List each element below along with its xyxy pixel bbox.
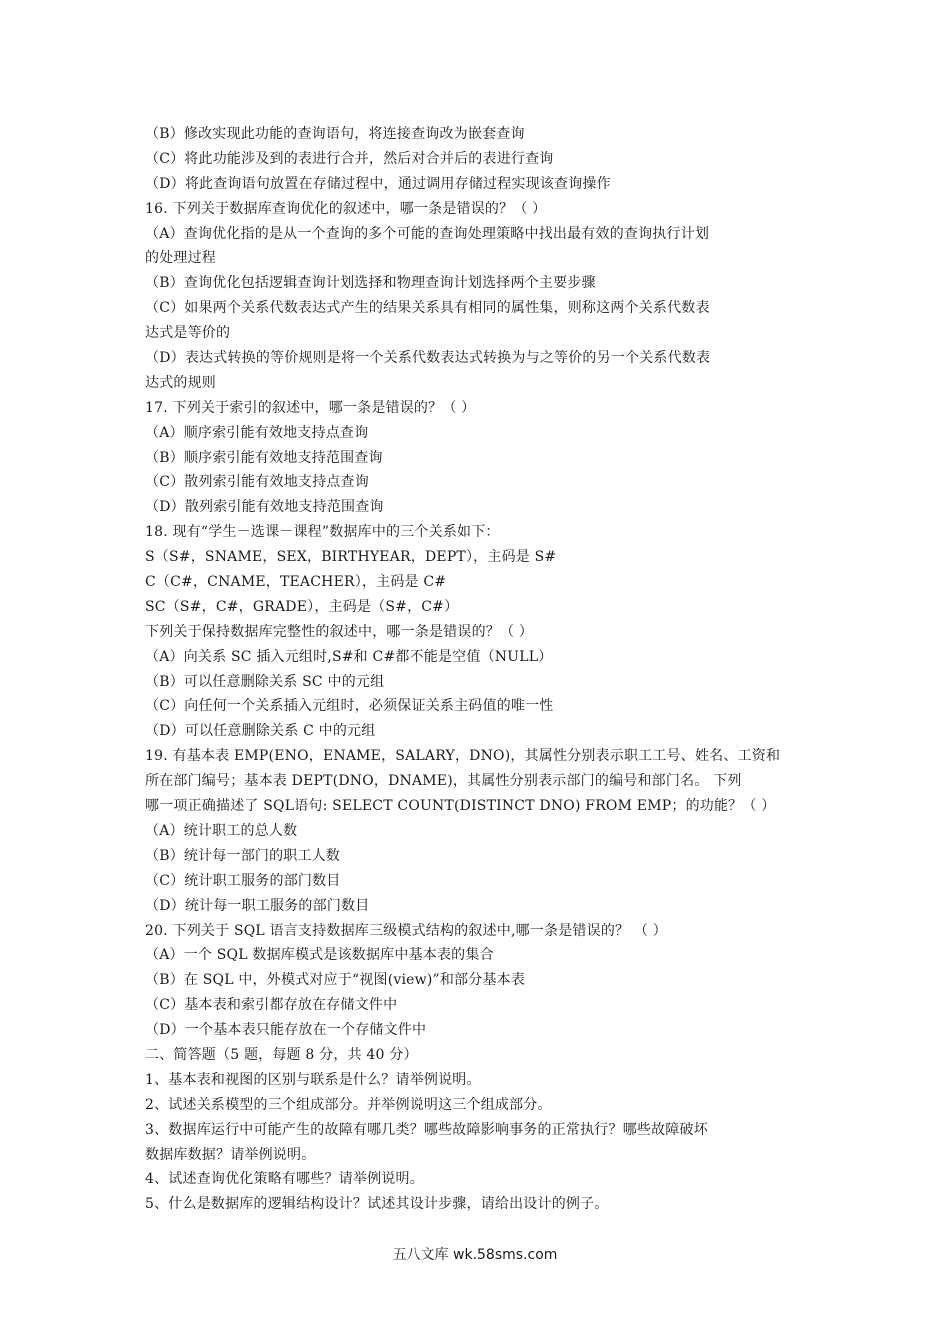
text-line: （A）顺序索引能有效地支持点查询 bbox=[145, 424, 369, 441]
text-line: 4、试述查询优化策略有哪些？请举例说明。 bbox=[145, 1171, 424, 1188]
section-heading: 二、简答题（5 题，每题 8 分，共 40 分） bbox=[145, 1046, 418, 1063]
text-line: （D）将此查询语句放置在存储过程中，通过调用存储过程实现该查询操作 bbox=[145, 175, 611, 192]
text-line: （D）统计每一职工服务的部门数目 bbox=[145, 897, 370, 914]
text-line: （C）将此功能涉及到的表进行合并，然后对合并后的表进行查询 bbox=[145, 150, 554, 167]
document-body bbox=[145, 122, 815, 1217]
text-line: （B）可以任意删除关系 SC 中的元组 bbox=[145, 673, 385, 690]
question-18: 18. 现有“学生－选课－课程”数据库中的三个关系如下： bbox=[145, 524, 500, 541]
text-line: （C）向任何一个关系插入元组时，必须保证关系主码值的唯一性 bbox=[145, 698, 554, 715]
text-line: （B）统计每一部门的职工人数 bbox=[145, 847, 341, 864]
text-line: 3、数据库运行中可能产生的故障有哪几类？哪些故障影响事务的正常执行？哪些故障破坏 bbox=[145, 1121, 708, 1138]
text-line: （D）可以任意删除关系 C 中的元组 bbox=[145, 723, 376, 740]
question-17: 17. 下列关于索引的叙述中，哪一条是错误的？（ ） bbox=[145, 399, 476, 416]
text-line: 的处理过程 bbox=[145, 250, 216, 267]
text-line: （B）查询优化包括逻辑查询计划选择和物理查询计划选择两个主要步骤 bbox=[145, 275, 596, 292]
text-line: 达式的规则 bbox=[145, 374, 216, 391]
text-line: 所在部门编号；基本表 DEPT(DNO，DNAME)，其属性分别表示部门的编号和部门名。 下列 bbox=[145, 773, 742, 790]
text-line: （A）统计职工的总人数 bbox=[145, 822, 298, 839]
text-line: C（C#，CNAME，TEACHER），主码是 C# bbox=[145, 574, 447, 591]
text-line: 数据库数据？请举例说明。 bbox=[145, 1146, 316, 1163]
text-line: （C）散列索引能有效地支持点查询 bbox=[145, 474, 369, 491]
page-footer: 五八文库 wk.58sms.com bbox=[392, 1247, 558, 1263]
question-16: 16. 下列关于数据库查询优化的叙述中，哪一条是错误的？（ ） bbox=[145, 200, 547, 217]
text-line: 下列关于保持数据库完整性的叙述中，哪一条是错误的？（ ） bbox=[145, 623, 534, 640]
text-line: （B）顺序索引能有效地支持范围查询 bbox=[145, 449, 383, 466]
text-line: 2、试述关系模型的三个组成部分。并举例说明这三个组成部分。 bbox=[145, 1096, 552, 1113]
text-line: SC（S#，C#，GRADE），主码是（S#，C#） bbox=[145, 598, 459, 615]
text-line: （D）一个基本表只能存放在一个存储文件中 bbox=[145, 1022, 427, 1039]
text-line: （C）基本表和索引都存放在存储文件中 bbox=[145, 997, 398, 1014]
text-line: （C）如果两个关系代数表达式产生的结果关系具有相同的属性集，则称这两个关系代数表 bbox=[145, 300, 710, 317]
text-line: （A）查询优化指的是从一个查询的多个可能的查询处理策略中找出最有效的查询执行计划 bbox=[145, 225, 710, 242]
text-line: （D）表达式转换的等价规则是将一个关系代数表达式转换为与之等价的另一个关系代数表 bbox=[145, 350, 711, 367]
text-line: （D）散列索引能有效地支持范围查询 bbox=[145, 499, 384, 516]
question-19: 19. 有基本表 EMP(ENO，ENAME，SALARY，DNO)，其属性分别表示职工工号、姓名、工资和 bbox=[145, 748, 781, 765]
text-line: 1、基本表和视图的区别与联系是什么？请举例说明。 bbox=[145, 1071, 481, 1088]
text-line: （C）统计职工服务的部门数目 bbox=[145, 872, 341, 889]
text-line: （B）修改实现此功能的查询语句，将连接查询改为嵌套查询 bbox=[145, 126, 525, 142]
text-line: （A）向关系 SC 插入元组时,S#和 C#都不能是空值（NULL） bbox=[145, 648, 553, 665]
text-line: （B）在 SQL 中，外模式对应于“视图(view)”和部分基本表 bbox=[145, 972, 526, 989]
text-line: 哪一项正确描述了 SQL语句: SELECT COUNT(DISTINCT DNO) FROM EMP；的功能？（ ） bbox=[145, 798, 776, 815]
text-line: （A）一个 SQL 数据库模式是该数据库中基本表的集合 bbox=[145, 947, 494, 964]
text-line: S（S#，SNAME，SEX，BIRTHYEAR，DEPT），主码是 S# bbox=[145, 549, 557, 566]
text-line: 5、什么是数据库的逻辑结构设计？试述其设计步骤，请给出设计的例子。 bbox=[145, 1196, 609, 1213]
text-line: 达式是等价的 bbox=[145, 325, 231, 342]
question-20: 20. 下列关于 SQL 语言支持数据库三级模式结构的叙述中,哪一条是错误的？ （ ） bbox=[145, 922, 667, 939]
